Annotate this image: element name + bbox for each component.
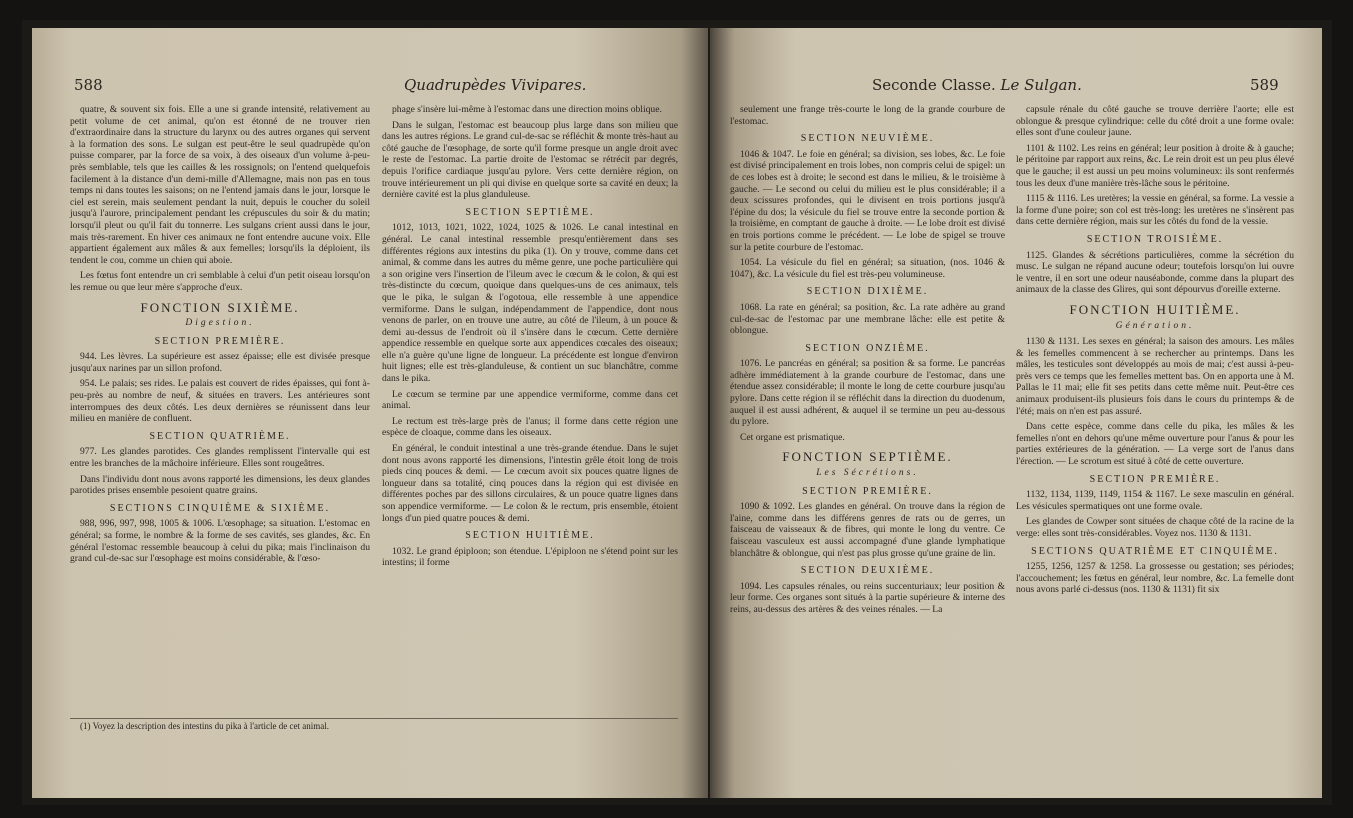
paragraph: 1132, 1134, 1139, 1149, 1154 & 1167. Le sexe masculin en général. Les vésicules spermatiques ont une forme ovale. <box>1016 489 1294 512</box>
paragraph: 1115 & 1116. Les uretères; la vessie en général, sa forme. La vessie a la forme d'une poire; son col est très-long: les uretères ne s'insèrent pas dans cette dernière région, mais sur les côtés du fond de la vessie. <box>1016 193 1294 228</box>
paragraph: capsule rénale du côté gauche se trouve derrière l'aorte; elle est oblongue & presque cylindrique: celle du côté droit a une forme ovale: elles sont d'une couleur jaune. <box>1016 104 1294 139</box>
section-heading: SECTION NEUVIÈME. <box>800 133 935 145</box>
section-heading: SECTION TROISIÈME. <box>1086 233 1224 245</box>
right-page-number: 589 <box>1250 76 1279 94</box>
paragraph: 1130 & 1131. Les sexes en général; la saison des amours. Les mâles & les femelles commencent à se rechercher au printemps. Dans les mâles, les testicules sont développés au mois de mai; c'est aussi à-peu-près vers ce temps que les femelles mettent bas. On en apporta une à M. Pallas le 11 mai; elle fit ses petits dans cette même nuit. Peut-être ces animaux produisent-ils plusieurs fois dans le cours du printemps & de l'été; mais on n'en est pas assuré. <box>1016 336 1294 417</box>
right-page <box>710 28 1322 798</box>
paragraph: Dans cette espèce, comme dans celle du pika, les mâles & les femelles n'ont en dehors qu'une même ouverture pour l'anus & pour les parties extérieures de la génération. — La verge sort de l'anus dans l'érection. — Le scrotum est situé à côté de cette ouverture. <box>1016 421 1294 468</box>
book-spread <box>22 20 1332 805</box>
paragraph: 1101 & 1102. Les reins en général; leur position à droite & à gauche; le péritoine par rapport aux reins, &c. Le rein droit est un peu plus élevé que le gauche; il est aussi un peu moins volumineux: ils sont renfermés tous les deux d'une manière très-lâche sous le péritoine. <box>1016 142 1294 189</box>
paragraph: phage s'insère lui-même à l'estomac dans une direction moins oblique. <box>392 104 662 115</box>
paragraph: 1094. Les capsules rénales, ou reins succenturiaux; leur position & leur forme. Ces organes sont situés à la partie supérieure & interne des reins, au-dessus des artères & des veines rénales. — La <box>730 580 1005 615</box>
section-heading: FONCTION SEPTIÈME. <box>782 449 953 465</box>
left-page <box>32 28 708 798</box>
paragraph: Les fœtus font entendre un cri semblable à celui d'un petit oiseau lorsqu'on les remue ou que leur mère s'approche d'eux. <box>70 270 370 293</box>
left-page-number: 588 <box>74 76 103 94</box>
section-heading: SECTION SEPTIÈME. <box>465 206 595 218</box>
section-heading: SECTION PREMIÈRE. <box>154 335 286 347</box>
section-heading: Génération. <box>1115 320 1195 331</box>
paragraph: 1068. La rate en général; sa position, &c. La rate adhère au grand cul-de-sac de l'estomac par une membrane lâche: elle est petite & oblongue. <box>730 301 1005 337</box>
paragraph: Les glandes de Cowper sont situées de chaque côté de la racine de la verge: elles sont très-considérables. Voyez nos. 1130 & 1131. <box>1016 516 1294 539</box>
paragraph: 1032. Le grand épiploon; son étendue. L'épiploon ne s'étend point sur les intestins; il forme <box>382 545 678 569</box>
left-running-head: Quadrupèdes Vivipares. <box>404 76 587 94</box>
paragraph: 1076. Le pancréas en général; sa position & sa forme. Le pancréas adhère immédiatement à la grande courbure de l'estomac, dans une étendue assez considérable; il monte le long de cette courbure jusqu'au pylore. Dans cette région il se réfléchit dans la direction du duodenum, auquel il est aussi adhérent, & auquel il se termine un peu au-dessous du pylore. <box>730 358 1005 428</box>
paragraph: 1054. La vésicule du fiel en général; sa situation, (nos. 1046 & 1047), &c. La vésicule du fiel est très-peu volumineuse. <box>730 257 1005 280</box>
paragraph: Dans le sulgan, l'estomac est beaucoup plus large dans son milieu que dans les autres régions. Le grand cul-de-sac se réfléchit & monte très-haut au côté gauche de l'œsophage, de sorte qu'il forme presque un angle droit avec le reste de l'estomac. La partie droite de l'estomac se rétrécit par degrés, depuis l'orifice cardiaque jusqu'au pylore. Vers cette dernière région, on trouve intérieurement un pli qui divise en quelque sorte sa cavité en deux; la dernière cavité est la plus glanduleuse. <box>382 119 678 201</box>
right-running-head: Seconde Classe. Le Sulgan. <box>872 76 1082 94</box>
section-heading: Les Sécrétions. <box>816 468 919 479</box>
section-heading: SECTION PREMIÈRE. <box>802 485 933 497</box>
section-heading: SECTION DIXIÈME. <box>806 286 929 298</box>
section-heading: SECTIONS CINQUIÈME & SIXIÈME. <box>109 502 331 514</box>
paragraph: quatre, & souvent six fois. Elle a une si grande intensité, relativement au petit volume de cet animal, qu'on est étonné de ne trouver rien d'extraordinaire dans la structure du larynx ou des autres organes qui servent à la formation des sons. Le sulgan est peut-être le seul quadrupède qu'on puisse comparer, par la force de sa voix, à des oiseaux d'un volume à-peu-près semblable, tels que les cailles & les rossignols; on l'entend quelquefois facilement à la distance d'un demi-mille d'Allemagne, mais non pas en tous temps ni dans toutes les saisons; on ne l'entend jamais dans le jour, lorsque le ciel est serein, mais seulement pendant la nuit, depuis le coucher du soleil jusqu'à l'aurore, principalement pendant les crépuscules du soir & du matin; lorsqu'il pleut ou qu'il fait du tonnerre. Les sulgans crient aussi dans le jour, mais très-rarement. En hiver ces animaux ne font entendre aucune voix. Elle appartient également aux mâles & aux femelles; lorsqu'ils la déploient, ils tendent le cou, comme un chien qui aboie. <box>70 104 370 266</box>
footnote: (1) Voyez la description des intestins du pika à l'article de cet animal. <box>80 721 329 731</box>
left-column-1 <box>70 104 370 569</box>
paragraph: 1090 & 1092. Les glandes en général. On trouve dans la région de l'aine, comme dans les différens genres de rats ou de gerres, un faisceau de vaisseaux & de fibres, qui monte le long du ventre. Ce faisceau vasculeux est aussi accompagné d'une glande lymphatique blanchâtre & oblongue, qui n'est pas plus grosse qu'une graine de lin. <box>730 501 1005 559</box>
paragraph: Le cœcum se termine par une appendice vermiforme, comme dans cet animal. <box>382 388 678 412</box>
paragraph: 954. Le palais; ses rides. Le palais est couvert de rides épaisses, qui font à-peu-près au nombre de neuf, & situées en travers. Les antérieures sont interrompues des deux côtés. Les deux dernières se réunissent dans leur milieu en manière de confluent. <box>70 378 370 425</box>
right-column-1 <box>730 104 1005 620</box>
section-heading: SECTION DEUXIÈME. <box>800 565 935 577</box>
paragraph: 977. Les glandes parotides. Ces glandes remplissent l'intervalle qui est entre les branches de la mâchoire inférieure. Elles sont rougeâtres. <box>70 446 370 470</box>
paragraph: 1046 & 1047. Le foie en général; sa division, ses lobes, &c. Le foie est divisé principalement en trois lobes, non compris celui de spigel: un de ces lobes est à droite; le second est dans le milieu, & le troisième à gauche. — Le second ou celui du milieu est le plus considérable; il a deux scissures profondes, qui le divisent en trois portions jusqu'à l'épine du dos; la vésicule du fiel se trouve entre la seconde portion & la troisième, en comptant de gauche à droite. — Le lobe droit est divisé en trois portions comme le précédent. — Le lobe de spigel se trouve sur la petite courbure de l'estomac. <box>730 148 1005 253</box>
footnote-rule <box>70 718 678 719</box>
paragraph: Cet organe est prismatique. <box>740 431 845 443</box>
paragraph: 1125. Glandes & sécrétions particulières, comme la sécrétion du musc. Le sulgan ne répand aucune odeur; toutefois lorsqu'on lui ouvre le ventre, il en sort une odeur nauséabonde, comme dans la plupart des animaux de la classe des Glires, qui sont dépourvus d'oreille externe. <box>1016 249 1294 296</box>
section-heading: SECTIONS QUATRIÈME ET CINQUIÈME. <box>1031 545 1279 557</box>
paragraph: Le rectum est très-large près de l'anus; il forme dans cette région une espèce de cloaque, comme dans les oiseaux. <box>382 415 678 439</box>
section-heading: FONCTION HUITIÈME. <box>1069 301 1241 317</box>
section-heading: SECTION PREMIÈRE. <box>1089 473 1221 485</box>
paragraph: seulement une frange très-courte le long de la grande courbure de l'estomac. <box>730 104 1005 127</box>
paragraph: 1255, 1256, 1257 & 1258. La grossesse ou gestation; ses périodes; l'accouchement; les fœtus en général, leur nombre, &c. La femelle dont nous avons parlé ci-dessus (nos. 1130 & 1131) fit six <box>1016 561 1294 596</box>
paragraph: En général, le conduit intestinal a une très-grande étendue. Dans le sujet dont nous avons rapporté les dimensions, l'intestin grêle étoit long de trois pieds cinq pouces & demi. — Le cœcum avoit six pouces quatre lignes de longueur dans sa totalité, cinq pouces dans la région qui est divisée en différentes poches par des sillons circulaires, & un pouce quatre lignes dans son appendice vermiforme. — Le colon & le rectum, pris ensemble, étoient longs d'un pied quatre pouces & demi. <box>382 443 678 524</box>
left-column-2 <box>382 104 678 573</box>
paragraph: Dans l'individu dont nous avons rapporté les dimensions, les deux glandes parotides prises ensemble pesoient quatre grains. <box>70 473 370 497</box>
paragraph: 988, 996, 997, 998, 1005 & 1006. L'œsophage; sa situation. L'estomac en général; sa forme, le nombre & la forme de ses cavités, ses glandes, &c. En général l'estomac ressemble beaucoup à celui du pika; mais l'inclinaison du grand cul-de-sac sur l'œsophage est moins considérable, & l'œso- <box>70 518 370 565</box>
section-heading: FONCTION SIXIÈME. <box>140 299 300 315</box>
right-column-2 <box>1016 104 1294 600</box>
section-heading: SECTION ONZIÈME. <box>805 342 930 354</box>
section-heading: SECTION HUITIÈME. <box>465 530 595 542</box>
paragraph: 944. Les lèvres. La supérieure est assez épaisse; elle est divisée presque jusqu'aux narines par un sillon profond. <box>70 351 370 374</box>
section-heading: Digestion. <box>185 318 255 329</box>
paragraph: 1012, 1013, 1021, 1022, 1024, 1025 & 1026. Le canal intestinal en général. Le canal intestinal ressemble presqu'entièrement dans ses différentes régions aux intestins du pika (1). On y trouve, comme dans cet animal, & comme dans les autres du même genre, une poche particulière qui a son origine vers l'insertion de l'ileum avec le cœcum & le colon, & qui est très-distincte du cœcum, quoique dans quelques-uns de ces animaux, tels que le pika, le sulgan & l'ogotoua, elle ressemble à une appendice vermiforme. Dans le sulgan, indépendamment de l'appendice, dont nous venons de parler, on en trouve une autre, au côté de l'ileum, à un pouce & demi au-dessus de l'endroit où il s'insère dans le cœcum. Cette dernière appendice ressemble en quelque sorte aux appendices cœcales des oiseaux; elle n'a guère qu'une ligne de longueur. La précédente est longue d'environ huit lignes; elle est très-glanduleuse, & contient un suc blanchâtre, comme dans le pika. <box>382 222 678 385</box>
section-heading: SECTION QUATRIÈME. <box>149 430 291 442</box>
